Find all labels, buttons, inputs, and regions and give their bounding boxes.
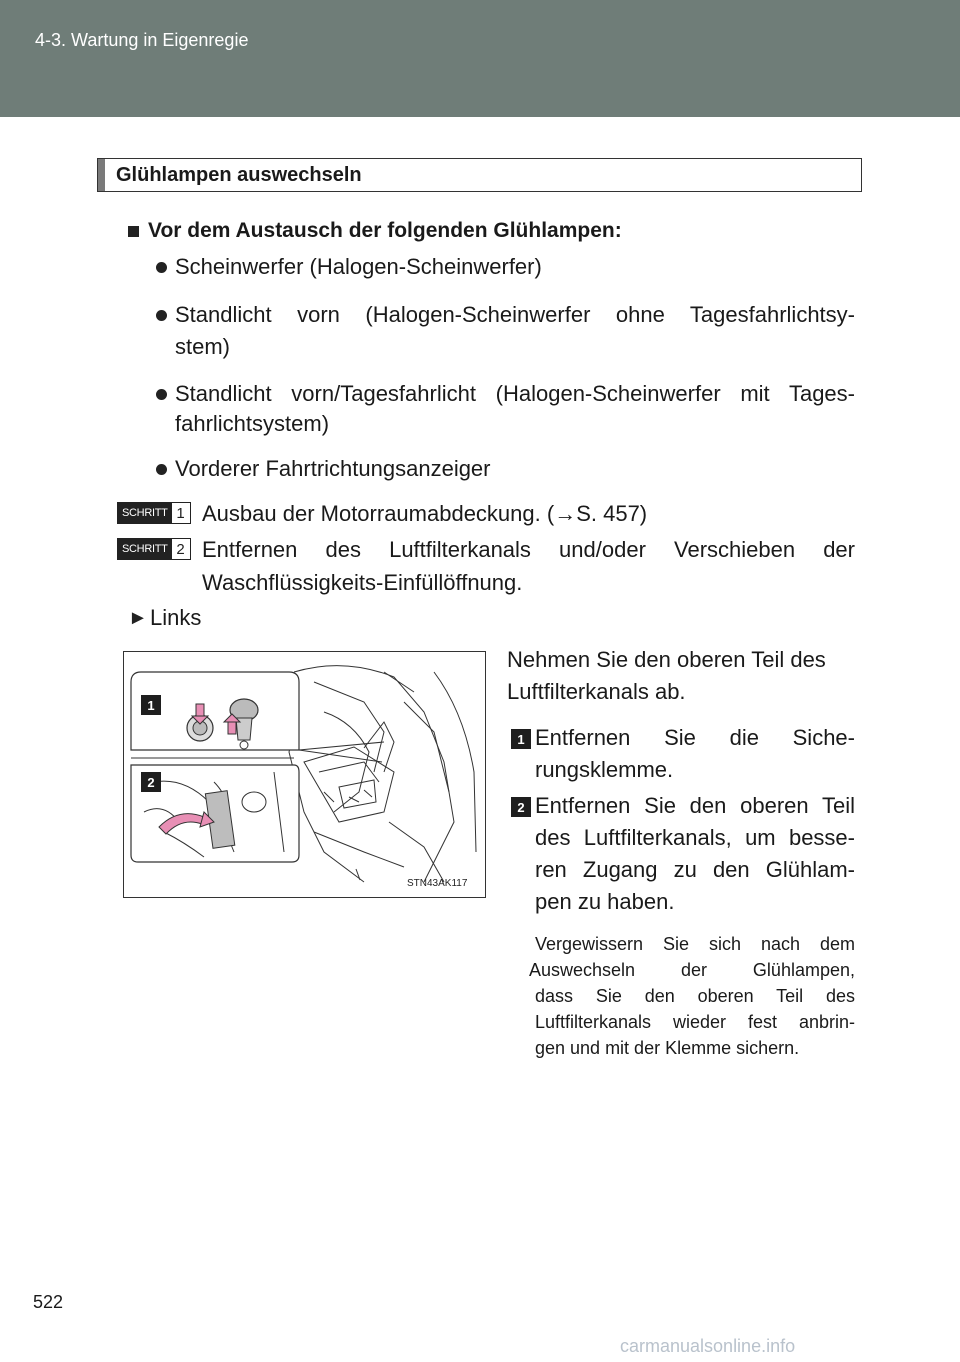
step-badge-number: 2 [176,540,185,558]
bullet-icon [156,262,167,273]
side-label: Links [150,605,202,630]
section-title-box [97,158,862,192]
instruction-2-line: ren Zugang zu den Glühlam- [535,857,855,882]
instruction-2-line: Entfernen Sie den oberen Teil [535,793,855,818]
list-item: Vorderer Fahrtrichtungsanzeiger [175,456,491,481]
list-item: Standlicht vorn/Tagesfahrlicht (Halogen-Scheinwerfer mit Tages- [175,381,855,406]
note-line: dass Sie den oberen Teil des [535,986,855,1006]
step-badge-number: 1 [176,504,185,522]
header-band [0,0,960,117]
instruction-intro-line: Nehmen Sie den oberen Teil des [507,647,826,672]
section-title: Glühlampen auswechseln [116,164,362,186]
bullet-icon [156,464,167,475]
instruction-2-line: des Luftfilterkanals, um besse- [535,825,855,850]
step-badge-1 [117,502,191,524]
list-item: Standlicht vorn (Halogen-Scheinwerfer ohne Tagesfahrlichtsy- [175,302,855,327]
instruction-1-line: Entfernen Sie die Siche- [535,725,855,750]
step-badge-label: SCHRITT [118,503,172,523]
page-number: 522 [33,1292,64,1312]
intro-heading: Vor dem Austausch der folgenden Glühlampen: [148,219,622,242]
chapter-breadcrumb: 4-3. Wartung in Eigenregie [35,30,249,50]
step-2-text: Entfernen des Luftfilterkanals und/oder Verschieben der [202,537,855,562]
callout-1-badge: 1 [141,695,161,715]
bullet-icon [156,389,167,400]
callout-2-badge: 2 [141,772,161,792]
note-line: Vergewissern Sie sich nach dem [535,934,855,954]
step-2-text-continued: Waschflüssigkeits-Einfüllöffnung. [202,570,523,595]
instruction-intro-line: Luftfilterkanals ab. [507,679,686,704]
note-line: Luftfilterkanals wieder fest anbrin- [535,1012,855,1032]
step-badge-2 [117,538,191,560]
instruction-2-badge: 2 [511,797,531,817]
engine-bay-illustration [123,651,486,898]
square-bullet-icon [128,226,139,237]
step-1-text: Ausbau der Motorraumabdeckung. (→S. 457) [202,501,648,526]
section-title-bar [98,159,105,191]
list-item-continued: stem) [175,334,230,359]
bullet-icon [156,310,167,321]
list-item-continued: fahrlichtsystem) [175,411,330,436]
note-line: Auswechseln der Glühlampen, [529,960,855,980]
watermark: carmanualsonline.info [620,1336,796,1356]
instruction-1-line: rungsklemme. [535,757,674,782]
instruction-1-badge: 1 [511,729,531,749]
note-line: gen und mit der Klemme sichern. [535,1038,800,1058]
figure-code: STN43AK117 [407,878,468,889]
illustration-svg [124,652,484,896]
step-badge-label: SCHRITT [118,539,172,559]
list-item: Scheinwerfer (Halogen-Scheinwerfer) [175,254,542,279]
instruction-2-line: pen zu haben. [535,889,675,914]
right-triangle-icon: ► [128,607,148,629]
